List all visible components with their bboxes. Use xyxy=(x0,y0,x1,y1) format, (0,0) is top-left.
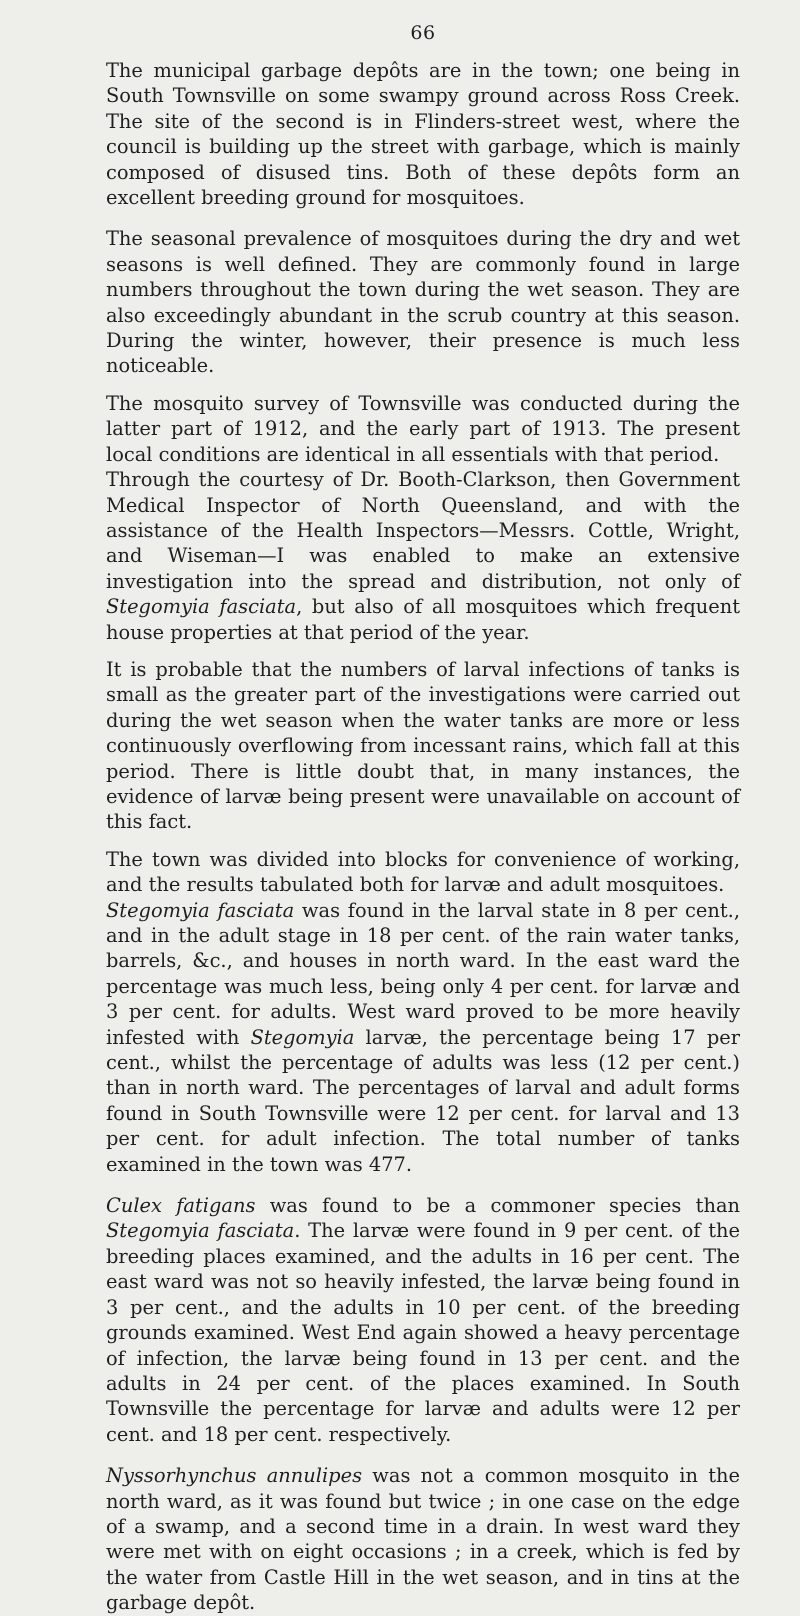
page-number: 66 xyxy=(410,22,436,44)
paragraph-seasonal-prevalence xyxy=(106,226,740,378)
paragraph-text: The mosquito survey of Townsville was conducted during the latter part of 1912, and the early part of 1913. The present local conditions are identical in all essentials with that period. xyxy=(106,391,740,466)
paragraph-text: was found to be a commoner species than xyxy=(255,1194,740,1218)
paragraph-text: The municipal garbage depôts are in the town; one being in South Townsville on some swampy ground across Ross Creek. The site of the second is in Flinders-street west, where the council is building up the street with garbage, which is mainly composed of disused tins. Both of these depôts form an excellent breeding ground for mosquitoes. xyxy=(106,59,740,210)
paragraph-stegomyia-results xyxy=(106,898,740,1177)
paragraph-text: The seasonal prevalence of mosquitoes during the dry and wet seasons is well defined. They are commonly found in large numbers throughout the town during the wet season. They are also exceedingly abundant in the scrub country at this season. During the winter, however, their presence is much less noticeable. xyxy=(106,227,740,378)
paragraph-text: was found in the larval state in 8 per cent., and in the adult stage in 18 per cent. of the rain water tanks, barrels, &c., and houses in north ward. In the east ward the percentage was much less, being only 4 per cent. for larvæ and 3 per cent. for adults. West ward proved to be more heavily infested with xyxy=(106,898,740,1049)
paragraph-text: It is probable that the numbers of larval infections of tanks is small as the greater part of the investigations were carried out during the wet season when the water tanks are more or less continuously overflowing from incessant rains, which fall at this period. There is little doubt that, in many instances, the evidence of larvæ being present were unavailable on account of this fact. xyxy=(106,657,740,834)
paragraph-text: larvæ, the percentage being 17 per cent., whilst the percentage of adults was less (12 per cent.) than in north ward. The percentages of larval and adult forms found in South Townsville were 12 per cent. for larval and 13 per cent. for adult infection. The total number of tanks examined in the town was 477. xyxy=(106,1025,740,1176)
species-name: Stegomyia xyxy=(250,1025,355,1049)
species-name: Nyssorhynchus annulipes xyxy=(106,1464,363,1488)
species-name: Culex fatigans xyxy=(106,1194,256,1218)
paragraph-text: Through the courtesy of Dr. Booth-Clarkson, then Government Medical Inspector of North Queensland, and with the assistance of the Health Inspectors—Messrs. Cottle, Wright, and Wiseman—I was enabled to make an extensive investigation into the spread and distribution, not only of xyxy=(106,468,740,593)
paragraph-garbage-depots xyxy=(106,58,740,210)
species-name: Stegomyia fasciata xyxy=(106,898,295,922)
species-name: Stegomyia fasciata xyxy=(106,1219,295,1243)
paragraph-culex-results xyxy=(106,1193,740,1447)
paragraph-text: The town was divided into blocks for convenience of working, and the results tabulated both for larvæ and adult mosquitoes. xyxy=(106,847,740,897)
paragraph-text: was not a common mosquito in the north ward, as it was found but twice ; in one case on the edge of a swamp, and a second time in a drain. In west ward they were met with on eight occasions ; in a creek, which is fed by the water from Castle Hill in the wet season, and in tins at the garbage depôt. xyxy=(106,1464,740,1615)
paragraph-nyssorhynchus-results xyxy=(106,1463,740,1615)
paragraph-larval-infections xyxy=(106,657,740,835)
species-name: Stegomyia fasciata xyxy=(106,595,297,619)
paragraph-town-blocks xyxy=(106,847,740,898)
paragraph-text: . The larvæ were found in 9 per cent. of the breeding places examined, and the adults in 16 per cent. The east ward was not so heavily infested, the larvæ being found in 3 per cent., and the adults in 10 per cent. of the breeding grounds examined. West End again showed a heavy percentage of infection, the larvæ being found in 13 per cent. and the adults in 24 per cent. of the places examined. In South Townsville the percentage for larvæ and adults were 12 per cent. and 18 per cent. respectively. xyxy=(106,1219,740,1446)
paragraph-investigation xyxy=(106,467,740,645)
paragraph-survey-period xyxy=(106,391,740,467)
paragraph-text: , but also of all mosquitoes which frequent house properties at that period of the year. xyxy=(106,595,740,644)
